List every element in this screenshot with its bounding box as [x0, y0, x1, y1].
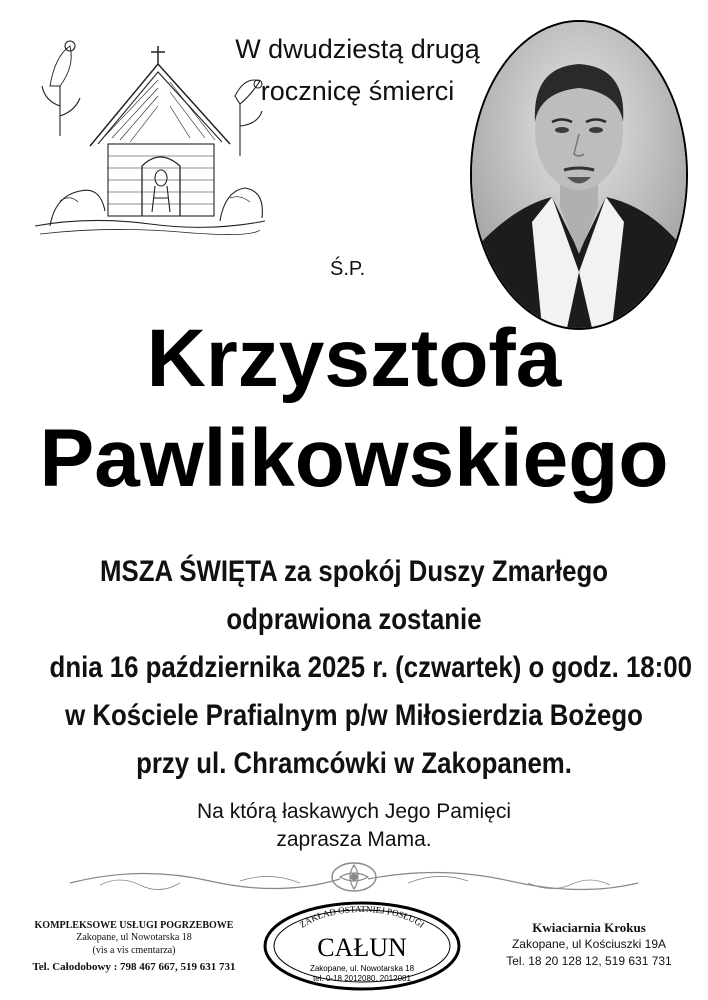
ornamental-divider [60, 855, 648, 899]
funeral-services-phone: Tel. Całodobowy : 798 467 667, 519 631 731 [32, 961, 236, 973]
funeral-services-info [14, 920, 254, 973]
invitation-line-2: zaprasza Mama. [276, 828, 432, 851]
seal-address: Zakopane, ul. Nowotarska 18 [309, 964, 415, 973]
deceased-last-name: Pawlikowskiego [39, 413, 669, 504]
funeral-services-address: Zakopane, ul Nowotarska 18 [76, 932, 192, 943]
mass-line-5: przy ul. Chramcówki w Zakopanem. [136, 747, 572, 780]
mass-line-4: w Kościele Prafialnym p/w Miłosierdzia Bożego [65, 699, 643, 732]
seal-phone: tel. 0-18 2012080, 2012081 [313, 974, 411, 983]
florist-info [478, 920, 700, 970]
seal-name: CAŁUN [317, 933, 407, 962]
anniversary-heading [205, 28, 510, 112]
seal-top-text: ZAKŁAD OSTATNIEJ POSŁUGI [297, 903, 427, 930]
calun-logo [262, 900, 462, 992]
mass-line-1: MSZA ŚWIĘTA za spokój Duszy Zmarłego [100, 555, 608, 588]
anniversary-line-1: W dwudziestą drugą [235, 34, 480, 64]
mass-line-3: dnia 16 października 2025 r. (czwartek) o godz. 18:00 [49, 651, 692, 684]
anniversary-line-2: rocznicę śmierci [260, 76, 455, 106]
funeral-services-note: (vis a vis cmentarza) [92, 945, 176, 956]
mass-line-2: odprawiona zostanie [226, 603, 482, 636]
florist-title: Kwiaciarnia Krokus [532, 920, 646, 935]
mass-details [0, 548, 708, 788]
portrait-photo [470, 20, 688, 330]
florist-address: Zakopane, ul Kościuszki 19A [511, 937, 667, 951]
florist-phone: Tel. 18 20 128 12, 519 631 731 [506, 954, 672, 968]
sp-label: Ś.P. [330, 258, 366, 280]
funeral-services-title: KOMPLEKSOWE USŁUGI POGRZEBOWE [34, 920, 234, 931]
invitation-line-1: Na którą łaskawych Jego Pamięci [197, 800, 511, 823]
deceased-first-name: Krzysztofa [146, 313, 562, 404]
invitation [0, 798, 708, 854]
